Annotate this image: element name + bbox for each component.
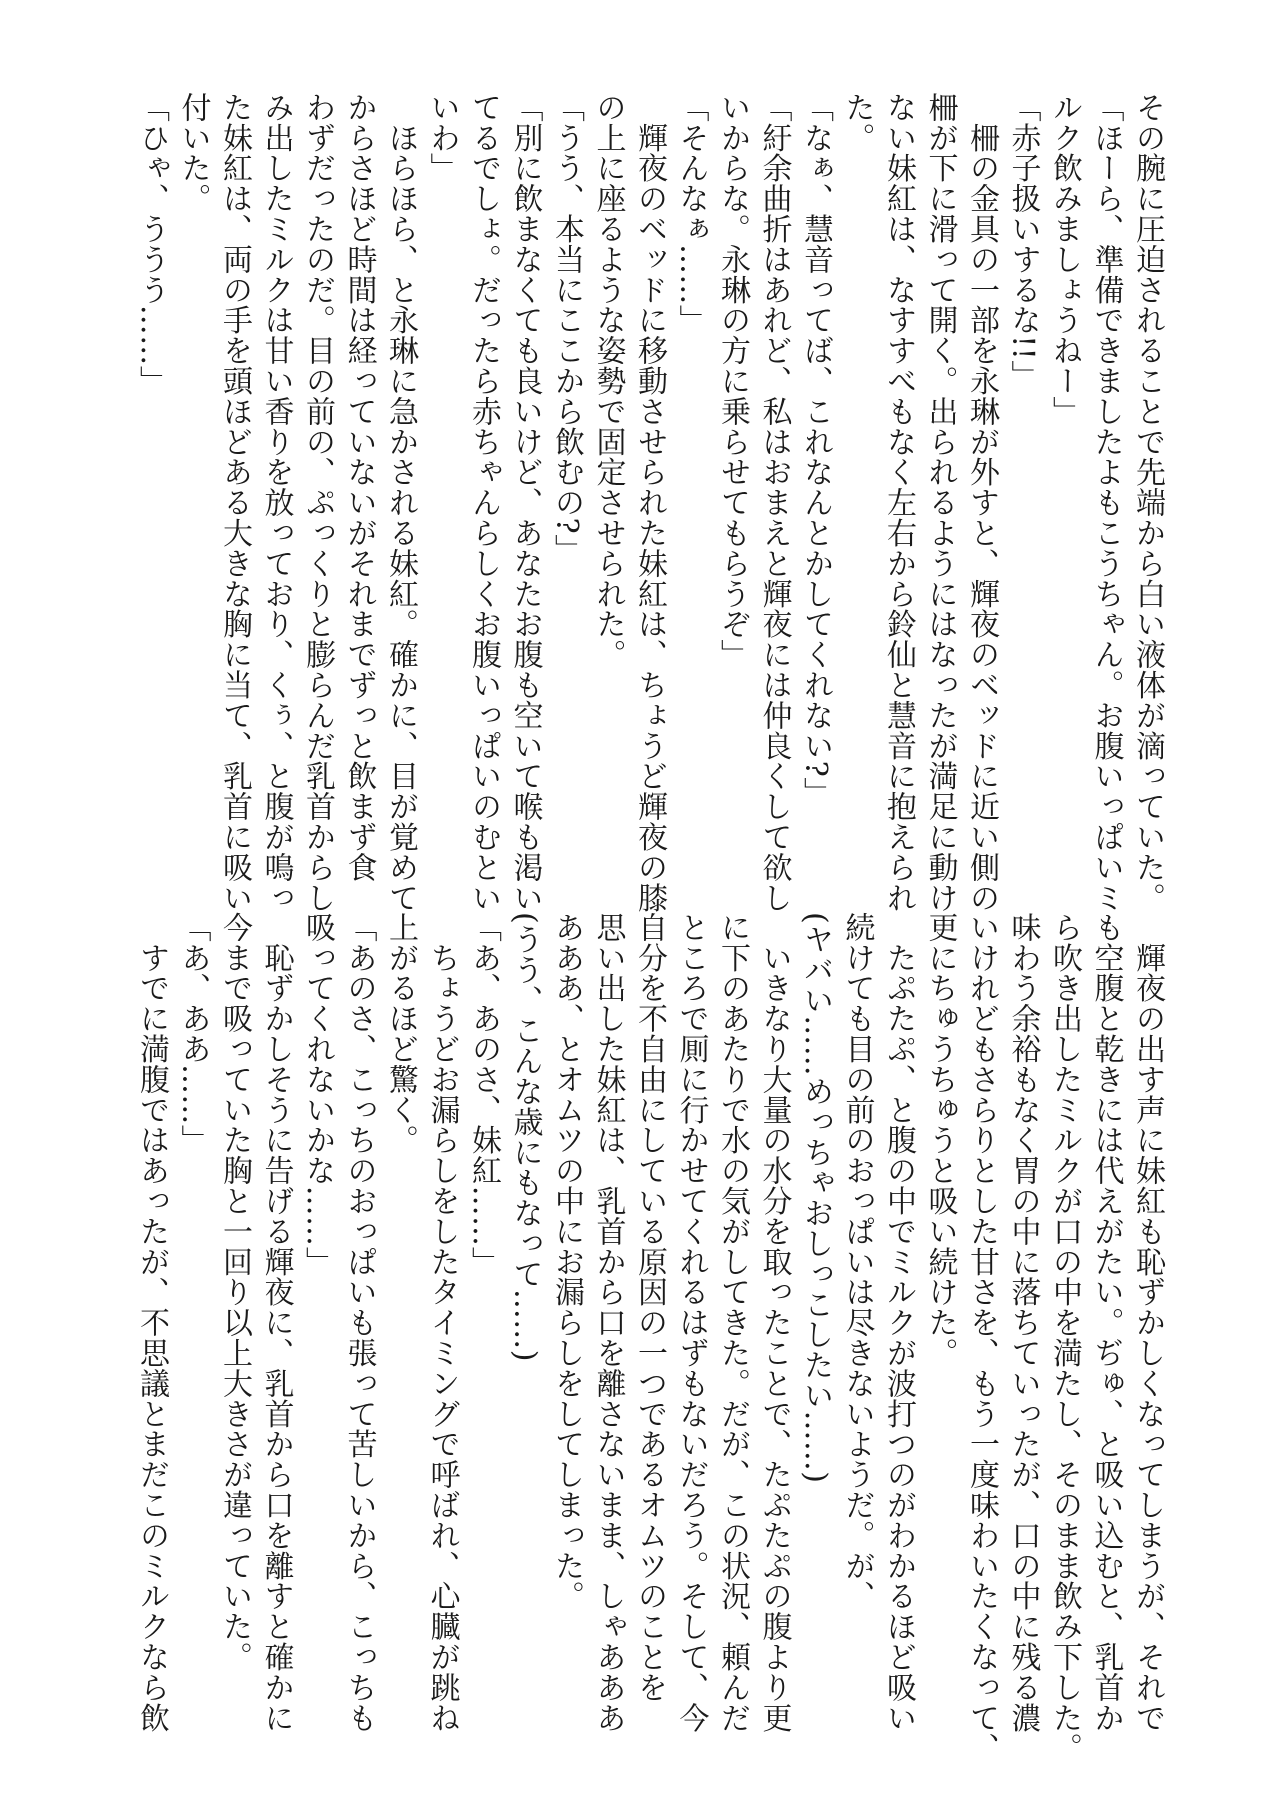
text-line: 吸ってくれないかな……」 (300, 912, 335, 1277)
text-line: も空腹と乾きには代えがたい。ぢゅ、と吸い込むと、乳首か (1088, 912, 1124, 1733)
text-line: 「うう、本当にここから飲むの?」 (549, 92, 584, 565)
text-line: 「赤子扱いするな!!」 (1005, 92, 1041, 391)
text-line: 更にちゅうちゅうと吸い続けた。 (922, 912, 958, 1368)
text-line: (うう、こんな歳にもなって……) (507, 912, 543, 1362)
text-line: からさほど時間は経っていないがそれまでずっと飲まず食 (341, 92, 377, 883)
text-line: 柵の金具の一部を永琳が外すと、輝夜のベッドに近い側の (964, 92, 999, 913)
text-line: 「あ、ああ……」 (175, 912, 211, 1156)
text-line: 輝夜の出す声に妹紅も恥ずかしくなってしまうが、それで (1130, 912, 1165, 1733)
text-line: その腕に圧迫されることで先端から白い液体が滴っていた。 (1130, 92, 1165, 913)
text-block-bottom (118, 912, 1168, 1764)
text-line: 恥ずかしそうに告げる輝夜に、乳首から口を離すと確かに (258, 912, 294, 1733)
text-line: 「別に飲まなくても良いけど、あなたお腹も空いて喉も渇い (507, 92, 543, 913)
text-line: ら吹き出したミルクが口の中を満たし、そのまま飲み下した。 (1047, 912, 1082, 1764)
text-line: 「ほーら、準備できましたよもこうちゃん。お腹いっぱいミ (1088, 92, 1124, 913)
text-line: 「あのさ、こっちのおっぱいも張って苦しいから、こっちも (341, 912, 377, 1733)
text-line: ルク飲みましょうねー」 (1047, 92, 1082, 427)
text-line: た。 (839, 92, 875, 153)
text-line: ちょうどお漏らしをしたタイミングで呼ばれ、心臓が跳ね (424, 912, 460, 1733)
text-line: (ヤバい……めっちゃおしっこしたい……) (798, 912, 833, 1484)
text-line: 自分を不自由にしている原因の一つであるオムツのことを (632, 912, 667, 1703)
text-line: 輝夜のベッドに移動させられた妹紅は、ちょうど輝夜の膝 (632, 92, 667, 913)
text-line: 「ひゃ、ううう……」 (134, 92, 169, 396)
text-line: 「そんなぁ……」 (673, 92, 709, 336)
text-line: ところで厠に行かせてくれるはずもないだろう。そして、今 (673, 912, 709, 1733)
text-line: ほらほら、と永琳に急かされる妹紅。確かに、目が覚めて (383, 92, 418, 913)
text-line: 続けても目の前のおっぱいは尽きないようだ。が、 (839, 912, 875, 1612)
text-line: いけれどもさらりとした甘さを、もう一度味わいたくなって、 (964, 912, 999, 1764)
text-line: 「なぁ、慧音ってば、これなんとかしてくれない?」 (798, 92, 833, 808)
text-line: に下のあたりで水の気がしてきた。だが、この状況、頼んだ (715, 912, 750, 1733)
text-line: 「紆余曲折はあれど、私はおまえと輝夜には仲良くして欲し (756, 92, 792, 913)
text-line: 「あ、あのさ、妹紅……」 (466, 912, 501, 1277)
text-line: 味わう余裕もなく胃の中に落ちていったが、口の中に残る濃 (1005, 912, 1041, 1733)
text-block-top (118, 92, 1168, 913)
text-line: 上がるほど驚く。 (383, 912, 418, 1156)
text-line: 柵が下に滑って開く。出られるようにはなったが満足に動け (922, 92, 958, 913)
text-line: み出したミルクは甘い香りを放っており、くぅ、と腹が鳴っ (258, 92, 294, 913)
text-line: たぷたぷ、と腹の中でミルクが波打つのがわかるほど吸い (881, 912, 916, 1733)
text-line: 今まで吸っていた胸と一回り以上大きさが違っていた。 (217, 912, 252, 1672)
text-line: てるでしょ。だったら赤ちゃんらしくお腹いっぱいのむとい (466, 92, 501, 913)
text-line: の上に座るような姿勢で固定させられた。 (590, 92, 626, 670)
text-line: た妹紅は、両の手を頭ほどある大きな胸に当て、乳首に吸い (217, 92, 252, 913)
text-line: 付いた。 (175, 92, 211, 214)
text-line: いわ」 (424, 92, 460, 184)
text-line: いからな。永琳の方に乗らせてもらうぞ」 (715, 92, 750, 670)
text-line: ない妹紅は、なすすべもなく左右から鈴仙と慧音に抱えられ (881, 92, 916, 913)
text-line: わずだったのだ。目の前の、ぷっくりと膨らんだ乳首からし (300, 92, 335, 913)
text-line: あああ、とオムツの中にお漏らしをしてしまった。 (549, 912, 584, 1612)
text-line: 思い出した妹紅は、乳首から口を離さないまま、しゃあああ (590, 912, 626, 1733)
text-line: いきなり大量の水分を取ったことで、たぷたぷの腹より更 (756, 912, 792, 1733)
text-line: すでに満腹ではあったが、不思議とまだこのミルクなら飲 (134, 912, 169, 1733)
